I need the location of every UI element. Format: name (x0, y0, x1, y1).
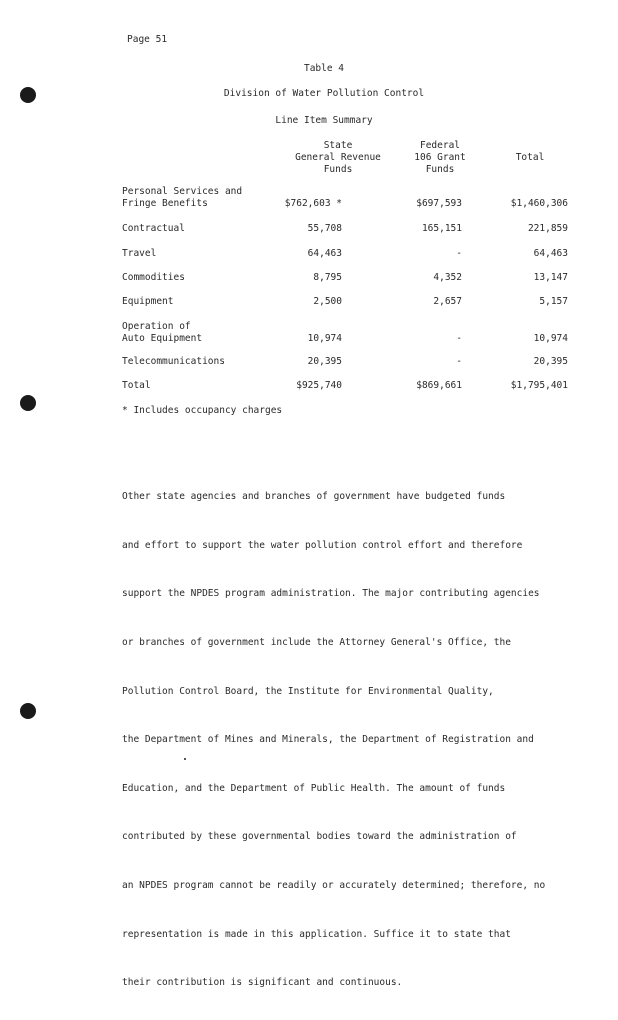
page-number: Page 51 (127, 34, 168, 45)
total-value: $1,460,306 (510, 198, 568, 209)
binder-hole (20, 395, 36, 411)
table-subtitle: Line Item Summary (275, 115, 373, 126)
total-value: 13,147 (533, 272, 568, 283)
paragraph-line: Other state agencies and branches of government have budgeted funds (122, 491, 506, 503)
total-value: 20,395 (533, 356, 568, 367)
body-paragraph (122, 461, 582, 1020)
row-label: Personal Services and Fringe Benefits (122, 186, 243, 209)
paragraph-line: their contribution is significant and continuous. (122, 977, 403, 989)
row-label-total: Total (122, 380, 151, 391)
row-label: Equipment (122, 296, 174, 307)
paragraph-line: an NPDES program cannot be readily or accurately determined; therefore, no (122, 880, 546, 892)
row-label: Contractual (122, 223, 185, 234)
total-value: 5,157 (539, 296, 568, 307)
column-header-total: Total (515, 152, 545, 163)
paragraph-line: Pollution Control Board, the Institute for Environmental Quality, (122, 685, 494, 697)
column-header-state: State General Revenue Funds (295, 140, 381, 175)
row-label: Telecommunications (122, 356, 225, 367)
state-value: 10,974 (307, 333, 342, 344)
grand-total-value: $1,795,401 (510, 380, 568, 391)
total-value: 10,974 (533, 333, 568, 344)
paragraph-line: the Department of Mines and Minerals, the Department of Registration and (122, 734, 534, 746)
federal-total-value: $869,661 (416, 380, 462, 391)
state-value: 8,795 (313, 272, 342, 283)
table-title: Table 4 (303, 63, 345, 74)
federal-value: - (456, 356, 462, 367)
division-heading: Division of Water Pollution Control (223, 88, 425, 99)
federal-value: $697,593 (416, 198, 462, 209)
state-value: 64,463 (307, 248, 342, 259)
paragraph-line: representation is made in this application. Suffice it to state that (122, 928, 511, 940)
total-value: 221,859 (527, 223, 568, 234)
row-label: Commodities (122, 272, 185, 283)
federal-value: 4,352 (433, 272, 462, 283)
paragraph-line: and effort to support the water pollution control effort and therefore (122, 539, 523, 551)
federal-value: 165,151 (421, 223, 462, 234)
row-label: Travel (122, 248, 157, 259)
paragraph-line: support the NPDES program administration. The major contributing agencies (122, 588, 540, 600)
row-label: Operation of Auto Equipment (122, 321, 203, 344)
state-value: 2,500 (313, 296, 342, 307)
federal-value: 2,657 (433, 296, 462, 307)
paragraph-line: Education, and the Department of Public Health. The amount of funds (122, 782, 506, 794)
paragraph-line: contributed by these governmental bodies toward the administration of (122, 831, 517, 843)
state-value: 55,708 (307, 223, 342, 234)
state-total-value: $925,740 (296, 380, 342, 391)
federal-value: - (456, 333, 462, 344)
paragraph-line: or branches of government include the Attorney General's Office, the (122, 637, 511, 649)
scan-speck (184, 758, 186, 760)
column-header-federal: Federal 106 Grant Funds (414, 140, 466, 175)
federal-value: - (456, 248, 462, 259)
binder-hole (20, 703, 36, 719)
total-value: 64,463 (533, 248, 568, 259)
table-footnote: * Includes occupancy charges (122, 405, 283, 416)
state-value: $762,603 * (284, 198, 342, 209)
state-value: 20,395 (307, 356, 342, 367)
